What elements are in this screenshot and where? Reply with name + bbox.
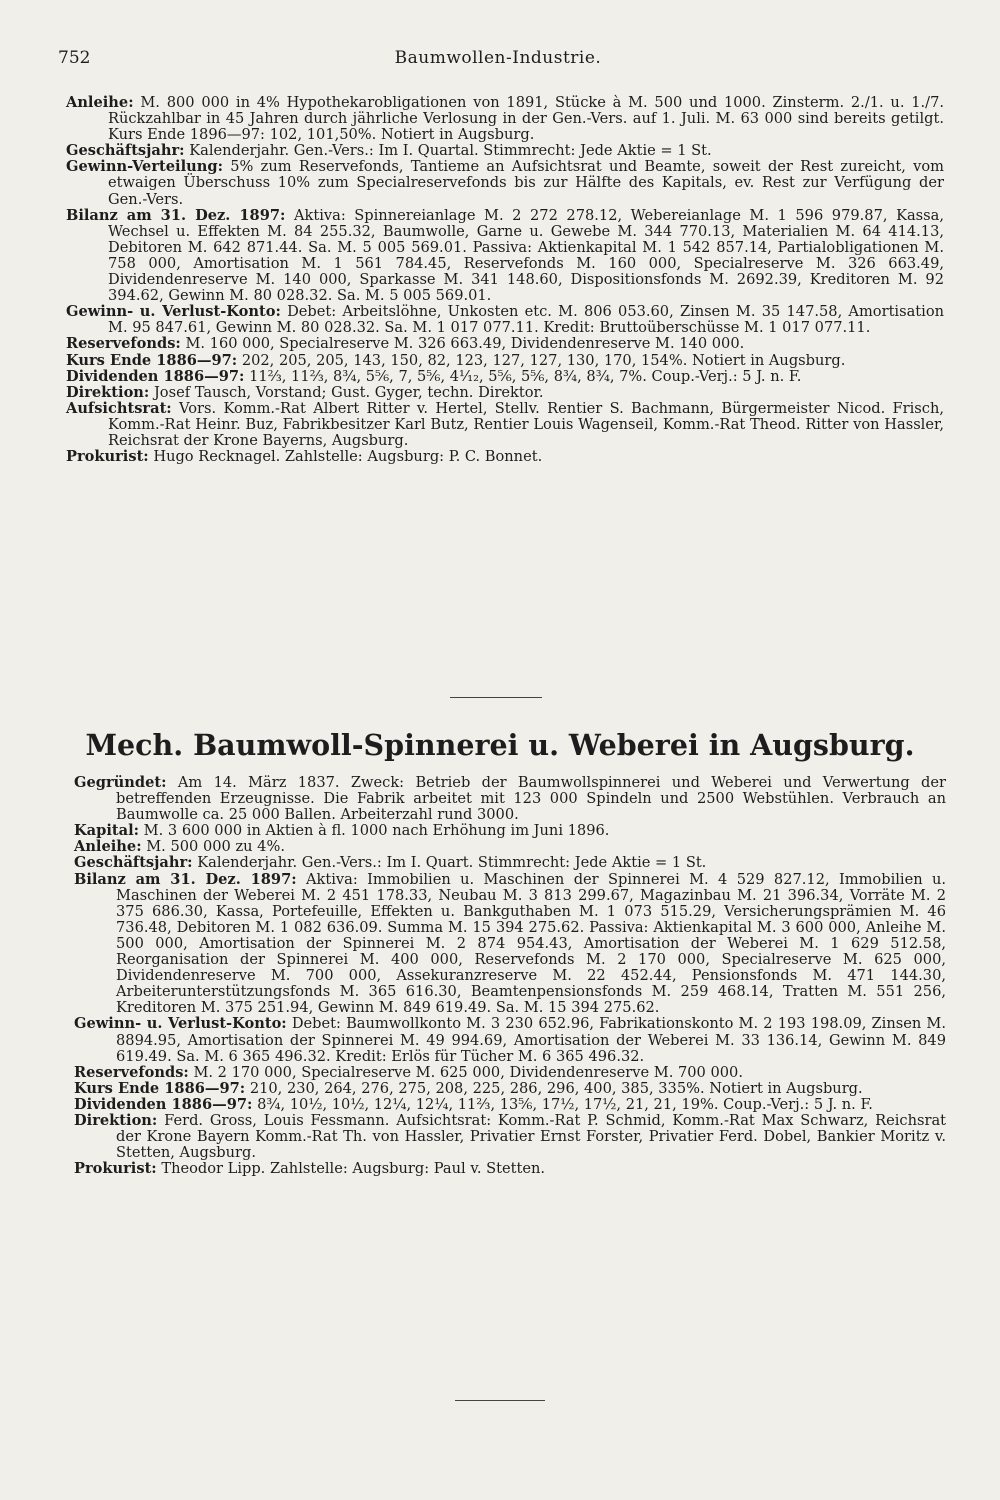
entry-kapital [74,823,946,839]
entry-text: M. 500 000 zu 4%. [146,838,285,856]
entry-label: Reservefonds: [66,335,181,353]
entry-text: Aktiva: Immobilien u. Maschinen der Spinnerei M. 4 529 827.12, Immobilien u. Maschinen der Weberei M. 2 451 178.33, Neubau M. 3 813 299.67, Magazinbau M. 21 396.34, Vorräte M. 2 375 686.30, Kassa, Portefeuille, Effekten u. Bankguthaben M. 1 073 515.29, Versicherungsprämien M. 46 736.48, Debitoren M. 1 082 636.09. Summa M. 15 394 275.62. Passiva: Aktienkapital M. 3 600 000, Anleihe M. 500 000, Amortisation der Spinnerei M. 2 874 954.43, Amortisation der Weberei M. 1 629 512.58, Reorganisation der Spinnerei M. 400 000, Reservefonds M. 2 170 000, Specialreserve M. 625 000, Dividendenreserve M. 700 000, Assekuranzreserve M. 22 452.44, Pensionsfonds M. 471 144.30, Arbeiterunterstützungsfonds M. 365 616.30, Beamtenpensionsfonds M. 259 468.14, Tratten M. 551 256, Kreditoren M. 375 251.94, Gewinn M. 849 619.49. Sa. M. 15 394 275.62. [116,870,947,1017]
entry-kurs [66,353,944,369]
section-previous-company [66,95,944,465]
entry-dividenden [74,1097,946,1113]
entry-text: Kalenderjahr. Gen.-Vers.: Im I. Quartal. Stimmrecht: Jede Aktie = 1 St. [189,142,712,160]
entry-label: Kapital: [74,822,140,840]
page-number: 752 [58,48,91,68]
entry-label: Dividenden 1886—97: [66,367,245,385]
entry-bilanz [74,872,946,1017]
entry-text: Vors. Komm.-Rat Albert Ritter v. Hertel, Stellv. Rentier S. Bachmann, Bürgermeister Nicod. Frisch, Komm.-Rat Heinr. Buz, Fabrikbesitzer Karl Butz, Rentier Louis Wagenseil, Komm.-Rat Theod. Ritter von Hassler, Reichsrat der Krone Bayerns, Augsburg. [108,399,945,449]
entry-text: Theodor Lipp. Zahlstelle: Augsburg: Paul v. Stetten. [161,1160,546,1178]
entry-text: 210, 230, 264, 276, 275, 208, 225, 286, 296, 400, 385, 335%. Notiert in Augsburg. [249,1079,863,1097]
entry-label: Direktion: [74,1111,158,1129]
entry-label: Anleihe: [74,838,142,856]
entry-aufsichtsrat [66,401,944,449]
entry-label: Prokurist: [66,448,149,466]
entry-label: Kurs Ende 1886—97: [74,1079,246,1097]
entry-label: Gewinn- u. Verlust-Konto: [74,1015,287,1033]
entry-anleihe [74,839,946,855]
entry-text: Josef Tausch, Vorstand; Gust. Gyger, techn. Direktor. [153,383,544,401]
entry-label: Kurs Ende 1886—97: [66,351,238,369]
entry-gewinn-verteilung [66,159,944,207]
entry-direktion [74,1113,946,1161]
entry-label: Direktion: [66,383,150,401]
entry-prokurist [74,1161,946,1177]
entry-gewinn-verlust-konto [66,304,944,336]
section-divider [450,697,542,698]
entry-gegruendet [74,775,946,823]
entry-label: Geschäftsjahr: [66,142,185,160]
entry-text: Ferd. Gross, Louis Fessmann. Aufsichtsrat: Komm.-Rat P. Schmid, Komm.-Rat Max Schwarz, Reichsrat der Krone Bayern Komm.-Rat Th. von Hassler, Privatier Ernst Forster, Privatier Ferd. Dobel, Bankier Moritz v. Stetten, Augsburg. [116,1111,947,1162]
entry-reservefonds [74,1065,946,1081]
entry-label: Dividenden 1886—97: [74,1095,253,1113]
entry-geschaeftsjahr [66,143,944,159]
entry-label: Aufsichtsrat: [66,399,172,417]
entry-reservefonds [66,336,944,352]
entry-anleihe [66,95,944,143]
entry-text: Aktiva: Spinnereianlage M. 2 272 278.12, Webereianlage M. 1 596 979.87, Kassa, Wechsel u. Effekten M. 84 255.32, Baumwolle, Garne u. Gewebe M. 344 770.13, Materialien M. 64 414.13, Debitoren M. 642 871.44. Sa. M. 5 005 569.01. Passiva: Aktienkapital M. 1 542 857.14, Partialobligationen M. 758 000, Amortisation M. 1 561 784.45, Reservefonds M. 160 000, Specialreserve M. 326 663.49, Dividendenreserve M. 140 000, Sparkasse M. 341 148.60, Dispositionsfonds M. 2692.39, Kreditoren M. 92 394.62, Gewinn M. 80 028.32. Sa. M. 5 005 569.01. [108,206,944,305]
entry-label: Gewinn-Verteilung: [66,158,223,176]
entry-text: 5% zum Reservefonds, Tantieme an Aufsichtsrat und Beamte, soweit der Rest zureicht, vom etwaigen Überschuss 10% zum Specialreservefonds bis zur Hälfte des Kapitals, ev. Rest zur Verfügung der Gen.-Vers. [108,158,944,208]
entry-kurs [74,1081,946,1097]
entry-text: M. 160 000, Specialreserve M. 326 663.49, Dividendenreserve M. 140 000. [185,335,745,353]
entry-text: M. 800 000 in 4% Hypothekarobligationen von 1891, Stücke à M. 500 und 1000. Zinsterm. 2./1. u. 1./7. Rückzahlbar in 45 Jahren durch jährliche Verlosung in der Gen.-Vers. auf 1. Juli. M. 63 000 sind bereits getilgt. Kurs Ende 1896—97: 102, 101,50%. Notiert in Augsburg. [108,94,944,144]
entry-dividenden [66,369,944,385]
entry-text: M. 2 170 000, Specialreserve M. 625 000, Dividendenreserve M. 700 000. [193,1063,743,1081]
entry-geschaeftsjahr [74,855,946,871]
entry-prokurist [66,449,944,465]
section-divider [455,1400,545,1401]
entry-text: 8¾, 10½, 10½, 12¼, 12¼, 11⅔, 13⅚, 17½, 17½, 21, 21, 19%. Coup.-Verj.: 5 J. n. F. [257,1095,873,1113]
entry-text: 11⅔, 11⅔, 8¾, 5⅚, 7, 5⅚, 4⅟₁₂, 5⅚, 5⅚, 8¾, 8¾, 7%. Coup.-Verj.: 5 J. n. F. [249,367,802,385]
entry-direktion [66,385,944,401]
section-company-augsburg [74,775,946,1177]
entry-label: Gewinn- u. Verlust-Konto: [66,303,281,321]
entry-gewinn-verlust-konto [74,1016,946,1064]
entry-label: Geschäftsjahr: [74,854,193,872]
entry-label: Reservefonds: [74,1063,189,1081]
running-title: Baumwollen-Industrie. [394,48,602,68]
entry-label: Bilanz am 31. Dez. 1897: [66,206,286,224]
entry-label: Anleihe: [66,94,134,111]
page-header [58,48,938,72]
entry-text: Kalenderjahr. Gen.-Vers.: Im I. Quart. Stimmrecht: Jede Aktie = 1 St. [197,854,707,872]
entry-label: Bilanz am 31. Dez. 1897: [74,870,297,888]
entry-text: Am 14. März 1837. Zweck: Betrieb der Baumwollspinnerei und Weberei und Verwertung der betreffenden Erzeugnisse. Die Fabrik arbeitet mit 123 000 Spindeln und 2500 Webstühlen. Verbrauch an Baumwolle ca. 25 000 Ballen. Arbeiterzahl rund 3000. [116,774,947,824]
entry-text: Hugo Recknagel. Zahlstelle: Augsburg: P. C. Bonnet. [153,448,543,466]
entry-label: Prokurist: [74,1160,157,1178]
entry-bilanz [66,208,944,305]
entry-label: Gegründet: [74,774,167,791]
entry-text: Debet: Baumwollkonto M. 3 230 652.96, Fabrikationskonto M. 2 193 198.09, Zinsen M. 8894.95, Amortisation der Spinnerei M. 49 994.69, Amortisation der Weberei M. 33 136.14, Gewinn M. 849 619.49. Sa. M. 6 365 496.32. Kredit: Erlös für Tücher M. 6 365 496.32. [116,1015,947,1065]
entry-text: Debet: Arbeitslöhne, Unkosten etc. M. 806 053.60, Zinsen M. 35 147.58, Amortisation M. 95 847.61, Gewinn M. 80 028.32. Sa. M. 1 017 077.11. Kredit: Bruttoüberschüsse M. 1 017 077.11. [108,303,945,337]
entry-text: M. 3 600 000 in Aktien à fl. 1000 nach Erhöhung im Juni 1896. [143,822,610,840]
entry-text: 202, 205, 205, 143, 150, 82, 123, 127, 127, 130, 170, 154%. Notiert in Augsburg. [241,351,846,369]
company-title: Mech. Baumwoll-Spinnerei u. Weberei in Augsburg. [85,728,915,762]
